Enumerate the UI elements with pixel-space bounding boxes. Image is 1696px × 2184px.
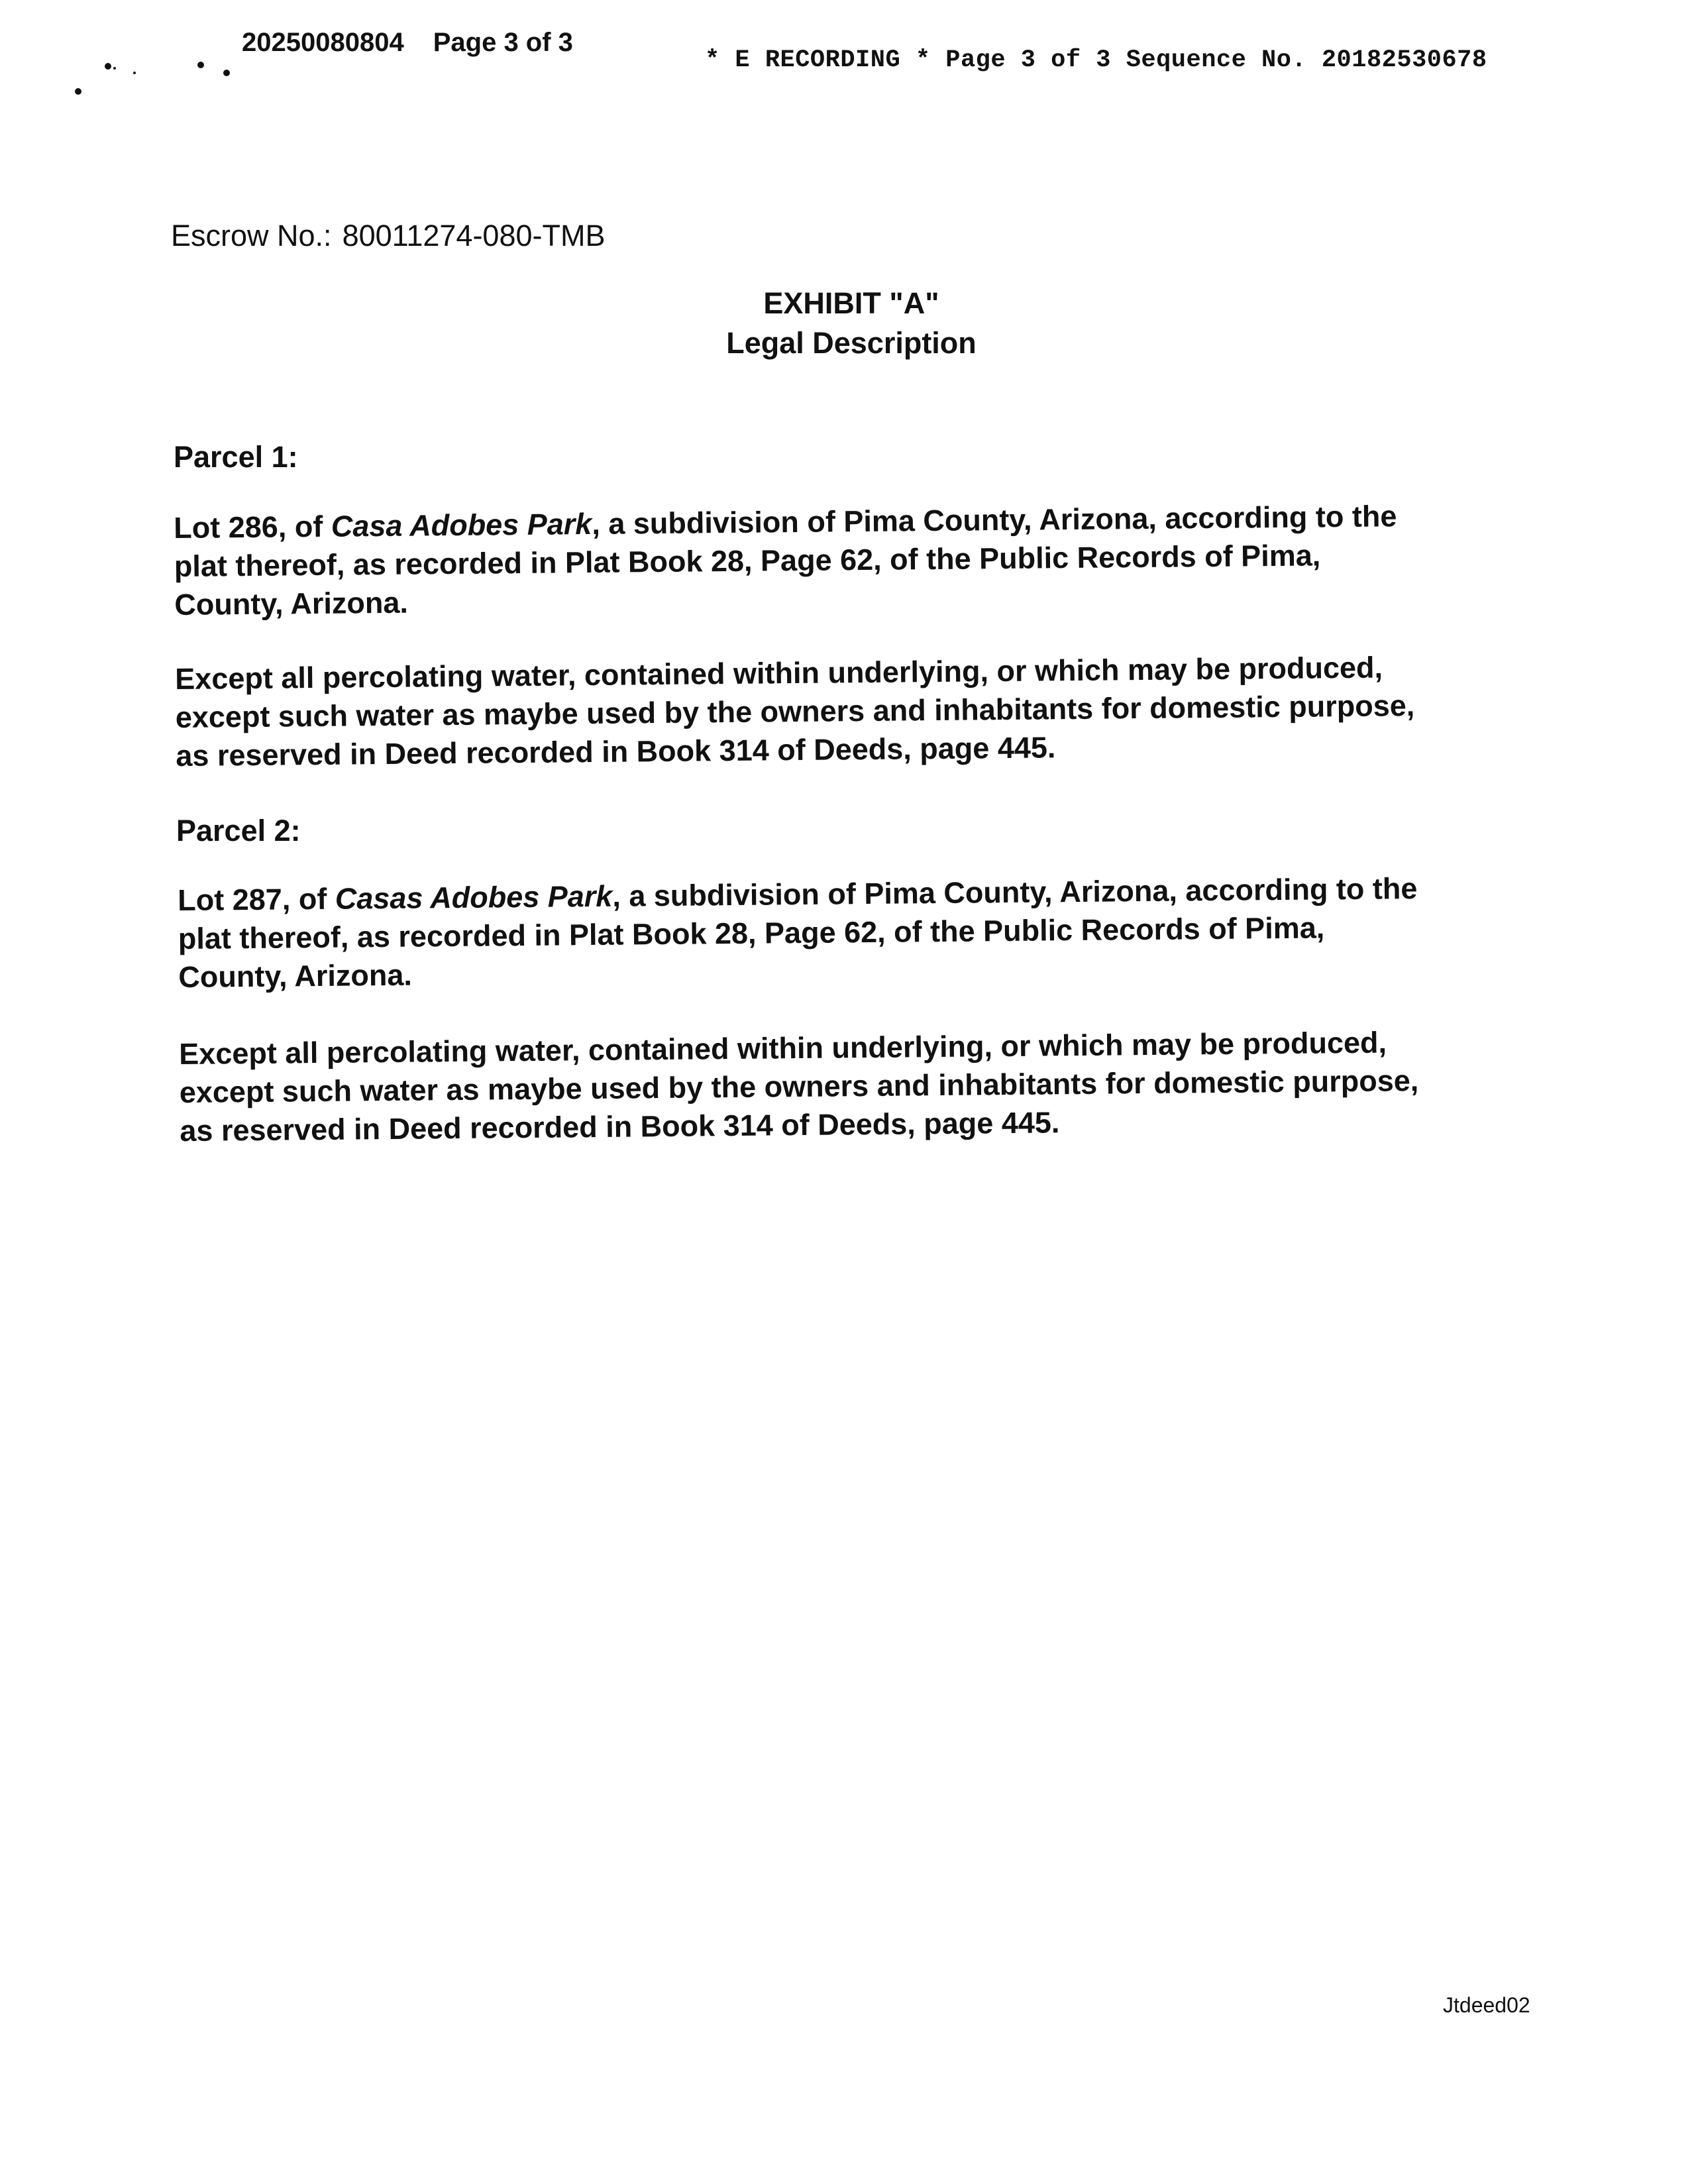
page-label: Page 3 of 3 <box>433 28 573 57</box>
text-line: plat thereof, as recorded in Plat Book 28, Page 62, of the Public Records of Pima, <box>174 538 1321 583</box>
parcel-2-lot-description <box>178 868 1530 997</box>
scan-specks <box>0 0 278 106</box>
parcel-2-heading: Parcel 2: <box>176 814 301 847</box>
text-line: County, Arizona. <box>174 585 409 622</box>
recording-stamp: * E RECORDING * Page 3 of 3 Sequence No. 20182530678 <box>705 46 1487 74</box>
text-line: Except all percolating water, contained within underlying, or which may be produced, <box>175 650 1383 696</box>
exhibit-title: EXHIBIT "A" <box>763 286 939 320</box>
lot-line-rest: , a subdivision of Pima County, Arizona, according to the <box>612 871 1418 913</box>
escrow-label: Escrow No.: <box>171 219 332 252</box>
text-line: County, Arizona. <box>178 957 413 994</box>
text-line: except such water as maybe used by the owners and inhabitants for domestic purpose, <box>175 688 1415 734</box>
escrow-number <box>171 219 605 253</box>
parcel-1-water-exception <box>175 647 1528 775</box>
subdivision-name: Casa Adobes Park <box>331 506 592 543</box>
text-line: plat thereof, as recorded in Plat Book 28, Page 62, of the Public Records of Pima, <box>178 910 1325 956</box>
exhibit-title-block <box>0 284 1696 363</box>
parcel-1-lot-description <box>174 496 1526 624</box>
text-line: as reserved in Deed recorded in Book 314 of Deeds, page 445. <box>176 730 1056 773</box>
subdivision-name: Casas Adobes Park <box>335 879 613 916</box>
document-header <box>242 28 573 58</box>
escrow-value: 80011274-080-TMB <box>342 219 606 252</box>
lot-prefix: Lot 287, of <box>178 881 336 917</box>
parcel-1-heading: Parcel 1: <box>174 440 298 474</box>
text-line: except such water as maybe used by the owners and inhabitants for domestic purpose, <box>179 1064 1419 1109</box>
lot-line-rest: , a subdivision of Pima County, Arizona, according to the <box>592 499 1397 541</box>
form-code: Jtdeed02 <box>1443 1993 1530 2017</box>
lot-prefix: Lot 286, of <box>174 509 332 545</box>
document-number: 20250080804 <box>242 28 404 57</box>
parcel-2-water-exception <box>179 1022 1532 1150</box>
text-line: as reserved in Deed recorded in Book 314 of Deeds, page 445. <box>180 1105 1060 1148</box>
exhibit-subtitle: Legal Description <box>726 326 977 360</box>
text-line: Except all percolating water, contained within underlying, or which may be produced, <box>179 1025 1387 1071</box>
